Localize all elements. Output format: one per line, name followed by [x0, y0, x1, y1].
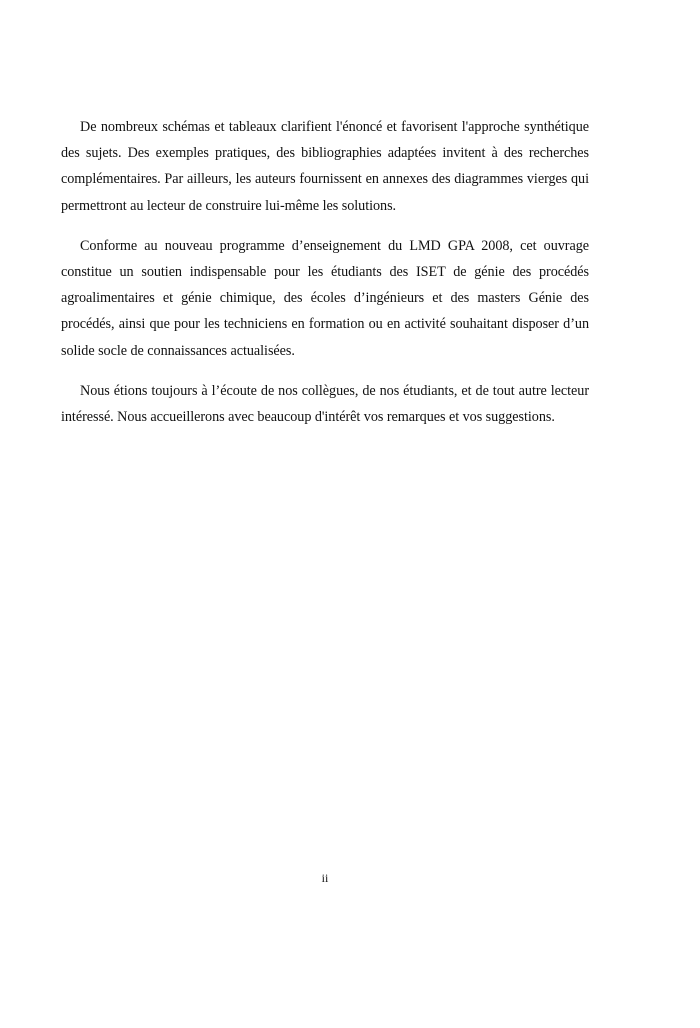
body-text [61, 114, 589, 444]
page-number: ii [321, 871, 329, 885]
paragraph-2: Conforme au nouveau programme d’enseignement du LMD GPA 2008, cet ouvrage constitue un soutien indispensable pour les étudiants des ISET de génie des procédés agroalimentaires et génie chimique, des écoles d’ingénieurs et des masters Génie des procédés, ainsi que pour les techniciens en formation ou en activité souhaitant disposer d’un solide socle de connaissances actualisées. [61, 237, 589, 359]
paragraph-1: De nombreux schémas et tableaux clarifient l'énoncé et favorisent l'approche synthétique des sujets. Des exemples pratiques, des bibliographies adaptées invitent à des recherches complémentaires. Par ailleurs, les auteurs fournissent en annexes des diagrammes vierges qui permettront au lecteur de construire lui-même les solutions. [61, 119, 589, 214]
paragraph-3: Nous étions toujours à l’écoute de nos collègues, de nos étudiants, et de tout autre lecteur intéressé. Nous accueillerons avec beaucoup d'intérêt vos remarques et vos suggestions. [61, 382, 589, 426]
